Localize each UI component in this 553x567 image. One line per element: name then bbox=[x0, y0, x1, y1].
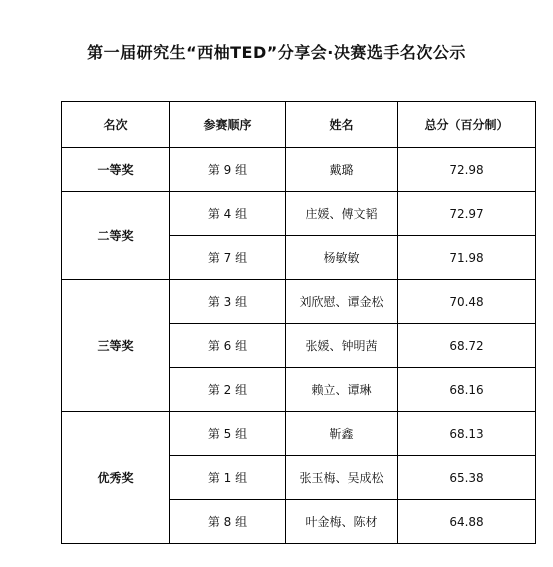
name-cell: 靳鑫 bbox=[286, 412, 398, 456]
order-cell: 第 8 组 bbox=[170, 500, 286, 544]
table-row bbox=[62, 148, 536, 192]
score-cell: 71.98 bbox=[398, 236, 536, 280]
score-cell: 68.13 bbox=[398, 412, 536, 456]
rank-cell: 一等奖 bbox=[62, 148, 170, 192]
document-title: 第一届研究生“西柚TED”分享会·决赛选手名次公示 bbox=[87, 43, 466, 62]
name-cell: 庄媛、傅文韬 bbox=[286, 192, 398, 236]
order-cell: 第 9 组 bbox=[170, 148, 286, 192]
name-cell: 张媛、钟明茜 bbox=[286, 324, 398, 368]
name-cell: 张玉梅、吴成松 bbox=[286, 456, 398, 500]
results-table bbox=[61, 101, 536, 544]
score-cell: 70.48 bbox=[398, 280, 536, 324]
order-cell: 第 6 组 bbox=[170, 324, 286, 368]
header-rank: 名次 bbox=[62, 102, 170, 148]
table-row bbox=[62, 280, 536, 324]
order-cell: 第 2 组 bbox=[170, 368, 286, 412]
rank-cell: 三等奖 bbox=[62, 280, 170, 412]
order-cell: 第 1 组 bbox=[170, 456, 286, 500]
score-cell: 68.16 bbox=[398, 368, 536, 412]
rank-cell: 二等奖 bbox=[62, 192, 170, 280]
table-row bbox=[62, 192, 536, 236]
header-row bbox=[62, 102, 536, 148]
score-cell: 72.98 bbox=[398, 148, 536, 192]
name-cell: 杨敏敏 bbox=[286, 236, 398, 280]
name-cell: 赖立、谭琳 bbox=[286, 368, 398, 412]
name-cell: 戴璐 bbox=[286, 148, 398, 192]
name-cell: 刘欣慰、谭金松 bbox=[286, 280, 398, 324]
header-name: 姓名 bbox=[286, 102, 398, 148]
name-cell: 叶金梅、陈材 bbox=[286, 500, 398, 544]
header-score: 总分（百分制） bbox=[398, 102, 536, 148]
order-cell: 第 4 组 bbox=[170, 192, 286, 236]
score-cell: 72.97 bbox=[398, 192, 536, 236]
score-cell: 64.88 bbox=[398, 500, 536, 544]
order-cell: 第 7 组 bbox=[170, 236, 286, 280]
table-row bbox=[62, 412, 536, 456]
score-cell: 65.38 bbox=[398, 456, 536, 500]
rank-cell: 优秀奖 bbox=[62, 412, 170, 544]
header-order: 参赛顺序 bbox=[170, 102, 286, 148]
score-cell: 68.72 bbox=[398, 324, 536, 368]
order-cell: 第 3 组 bbox=[170, 280, 286, 324]
order-cell: 第 5 组 bbox=[170, 412, 286, 456]
